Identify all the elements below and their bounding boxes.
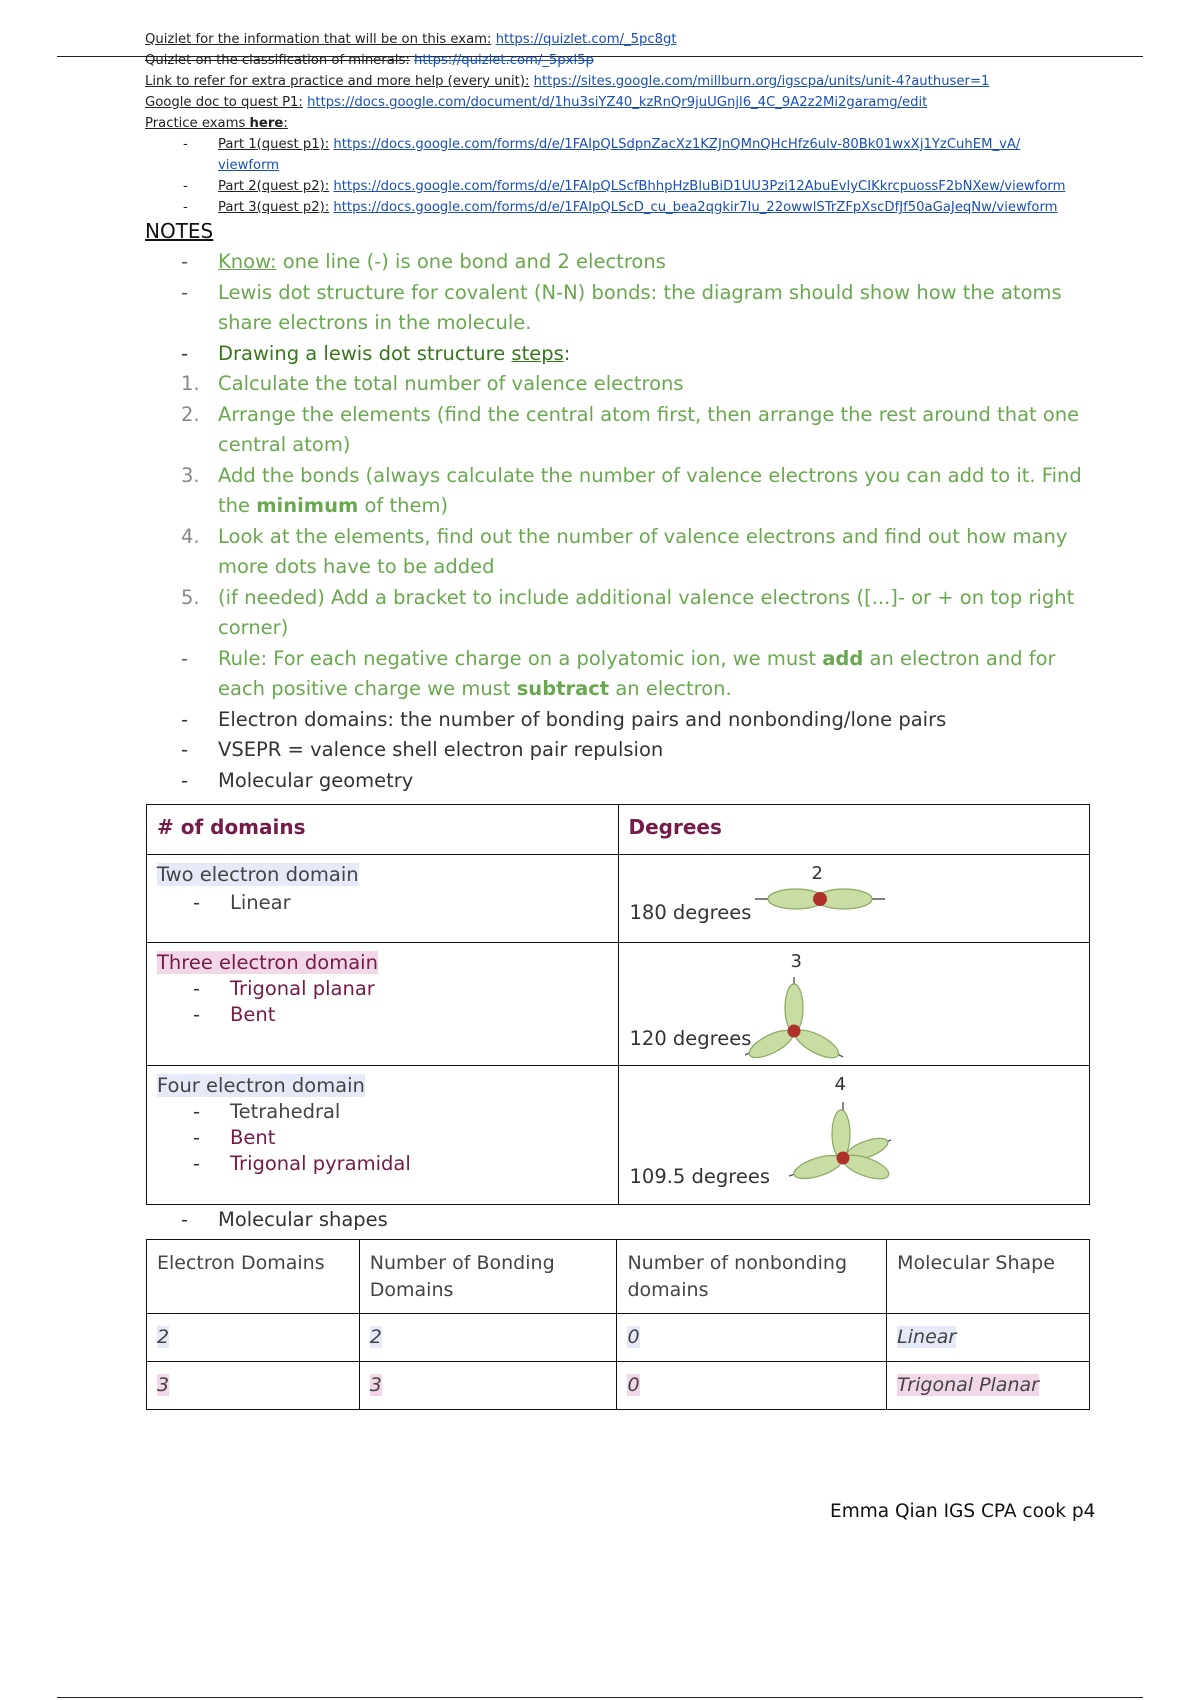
figure-label-2: 2: [811, 863, 823, 884]
note-know: - Know: one line (-) is one bond and 2 electrons: [181, 250, 666, 273]
practice-exams-here: here: [249, 116, 284, 131]
nucleus: [836, 1152, 849, 1165]
notes-list: [145, 247, 1085, 796]
part1-label: Part 1(quest p1):: [218, 137, 330, 152]
part3-link[interactable]: https://docs.google.com/forms/d/e/1FAIpQLScD_cu_bea2qgkir7Iu_22owwlSTrZFpXscDfJf50aGaJeqNw/viewform: [333, 200, 1058, 215]
two-domain-figure-cell: [618, 855, 1090, 943]
note-vsepr: - VSEPR = valence shell electron pair repulsion: [181, 738, 664, 761]
geometry-row-two: [147, 855, 1090, 943]
table-row: [147, 1314, 1090, 1362]
header-links: [145, 29, 1145, 218]
figure-label-3: 3: [790, 951, 802, 972]
part3-row: - Part 3(quest p2): https://docs.google.com/forms/d/e/1FAIpQLScD_cu_bea2qgkir7Iu_22owwlSTrZFpXscDfJf50aGaJeqNw/viewform: [183, 200, 1058, 215]
linear-orbital-figure: [755, 881, 885, 917]
four-domain-label: Four electron domain: [157, 1074, 365, 1097]
note-lewis: - Lewis dot structure for covalent (N-N) bonds: the diagram should show how the atoms share electrons in the molecule.: [181, 280, 1062, 334]
part1-link[interactable]: https://docs.google.com/forms/d/e/1FAIpQLSdpnZacXz1KZJnQMnQHcHfz6ulv-80Bk01wxXj1YzCuhEM_vA/: [333, 137, 1021, 152]
four-domain-figure-cell: [618, 1066, 1090, 1205]
tetrahedral-orbital-figure: [787, 1096, 897, 1196]
shapes-table: [146, 1239, 1090, 1410]
bottom-divider: [57, 1697, 1143, 1698]
quizlet-minerals-row: [145, 50, 1145, 71]
google-doc-label: Google doc to quest P1:: [145, 95, 303, 110]
sub-trigonal-planar: - Trigonal planar: [193, 977, 375, 1000]
sub-bent-4: - Bent: [193, 1126, 276, 1149]
shapes-header-bonding: Number of Bonding Domains: [359, 1240, 617, 1314]
quizlet-minerals-link[interactable]: https://quizlet.com/_5pxl5p: [413, 53, 594, 68]
part1-row: - Part 1(quest p1): https://docs.google.com/forms/d/e/1FAIpQLSdpnZacXz1KZJnQMnQHcHfz6ulv-80Bk01wxXj1YzCuhEM_vA/: [183, 137, 1021, 152]
geometry-row-four: [147, 1066, 1090, 1205]
cell-shape: Trigonal Planar: [897, 1374, 1039, 1396]
cell-bonding: 2: [369, 1326, 382, 1348]
degrees-120: 120 degrees: [629, 1027, 752, 1050]
part1-link-cont[interactable]: viewform: [218, 158, 280, 173]
nucleus: [787, 1025, 800, 1038]
shapes-header-row: [147, 1240, 1090, 1314]
sub-trigonal-pyramidal: - Trigonal pyramidal: [193, 1152, 411, 1175]
note-rule: - Rule: For each negative charge on a polyatomic ion, we must add an electron and for each positive charge we must subtract an electron.: [181, 646, 1056, 700]
molecular-shapes-note: - Molecular shapes: [181, 1208, 388, 1231]
shapes-header-electron-domains: Electron Domains: [147, 1240, 360, 1314]
lobe-top: [832, 1110, 850, 1158]
step-4: 4. Look at the elements, find out the number of valence electrons and find out how many more dots have to be added: [181, 524, 1068, 578]
three-domain-label: Three electron domain: [157, 951, 378, 974]
part2-label: Part 2(quest p2):: [218, 179, 330, 194]
practice-exams-row: [145, 113, 1145, 134]
nucleus: [813, 892, 827, 906]
part3-label: Part 3(quest p2):: [218, 200, 330, 215]
note-electron-domains: - Electron domains: the number of bonding pairs and nonbonding/lone pairs: [181, 707, 947, 731]
sub-bent-3: - Bent: [193, 1003, 276, 1026]
step-3: 3. Add the bonds (always calculate the number of valence electrons you can add to it. Find the minimum of them): [181, 463, 1082, 517]
cell-nonbonding: 0: [627, 1374, 640, 1396]
google-doc-link[interactable]: https://docs.google.com/document/d/1hu3siYZ40_kzRnQr9juUGnjl6_4C_9A2z2Mi2garamg/edit: [307, 95, 928, 110]
step-1: 1. Calculate the total number of valence electrons: [181, 372, 684, 395]
three-domain-figure-cell: [618, 943, 1090, 1066]
geometry-row-three: [147, 943, 1090, 1066]
shapes-header-nonbonding: Number of nonbonding domains: [617, 1240, 887, 1314]
author-footer: Emma Qian IGS CPA cook p4: [830, 1501, 1096, 1522]
geometry-header-domains: # of domains: [147, 805, 619, 855]
table-row: [147, 1362, 1090, 1410]
sub-linear: - Linear: [193, 891, 291, 914]
quizlet-exam-row: [145, 29, 1145, 50]
geometry-table: [146, 804, 1090, 1205]
note-molecular-geometry: - Molecular geometry: [181, 768, 414, 792]
notes-heading: NOTES: [145, 219, 214, 243]
trigonal-orbital-figure: [743, 973, 853, 1063]
molecular-shapes-label: Molecular shapes: [218, 1208, 388, 1231]
practice-exams-label: Practice exams here:: [145, 116, 288, 131]
step-2: 2. Arrange the elements (find the central atom first, then arrange the rest around that one central atom): [181, 402, 1080, 456]
google-doc-row: [145, 92, 1145, 113]
part1-row-cont: [145, 155, 1145, 176]
cell-electron-domains: 3: [157, 1374, 170, 1396]
note-drawing-steps: - Drawing a lewis dot structure steps:: [181, 341, 571, 365]
two-domain-label: Two electron domain: [157, 863, 359, 886]
step-5: 5. (if needed) Add a bracket to include additional valence electrons ([...]- or + on top right corner): [181, 585, 1075, 639]
geometry-header-degrees: Degrees: [618, 805, 1090, 855]
degrees-109-5: 109.5 degrees: [629, 1165, 771, 1188]
cell-electron-domains: 2: [157, 1326, 170, 1348]
quizlet-exam-label: Quizlet for the information that will be on this exam:: [145, 32, 492, 47]
cell-nonbonding: 0: [627, 1326, 640, 1348]
quizlet-exam-link[interactable]: https://quizlet.com/_5pc8gt: [495, 32, 677, 47]
extra-practice-link[interactable]: https://sites.google.com/millburn.org/igscpa/units/unit-4?authuser=1: [533, 74, 990, 89]
extra-practice-label: Link to refer for extra practice and more help (every unit):: [145, 74, 530, 89]
extra-practice-row: [145, 71, 1145, 92]
cell-shape: Linear: [897, 1326, 957, 1348]
sub-tetrahedral: - Tetrahedral: [193, 1100, 341, 1123]
figure-label-4: 4: [834, 1074, 846, 1095]
degrees-180: 180 degrees: [629, 901, 752, 924]
shapes-header-molecular-shape: Molecular Shape: [887, 1240, 1090, 1314]
cell-bonding: 3: [369, 1374, 382, 1396]
lobe-lower-left: [791, 1151, 844, 1184]
part2-link[interactable]: https://docs.google.com/forms/d/e/1FAIpQLScfBhhpHzBluBiD1UU3Pzi12AbuEvlyCIKkrcpuossF2bNXew/viewform: [333, 179, 1066, 194]
quizlet-minerals-label: Quizlet on the classification of minerals:: [145, 53, 410, 68]
part2-row: - Part 2(quest p2): https://docs.google.com/forms/d/e/1FAIpQLScfBhhpHzBluBiD1UU3Pzi12AbuEvlyCIKkrcpuossF2bNXew/viewform: [183, 179, 1066, 194]
